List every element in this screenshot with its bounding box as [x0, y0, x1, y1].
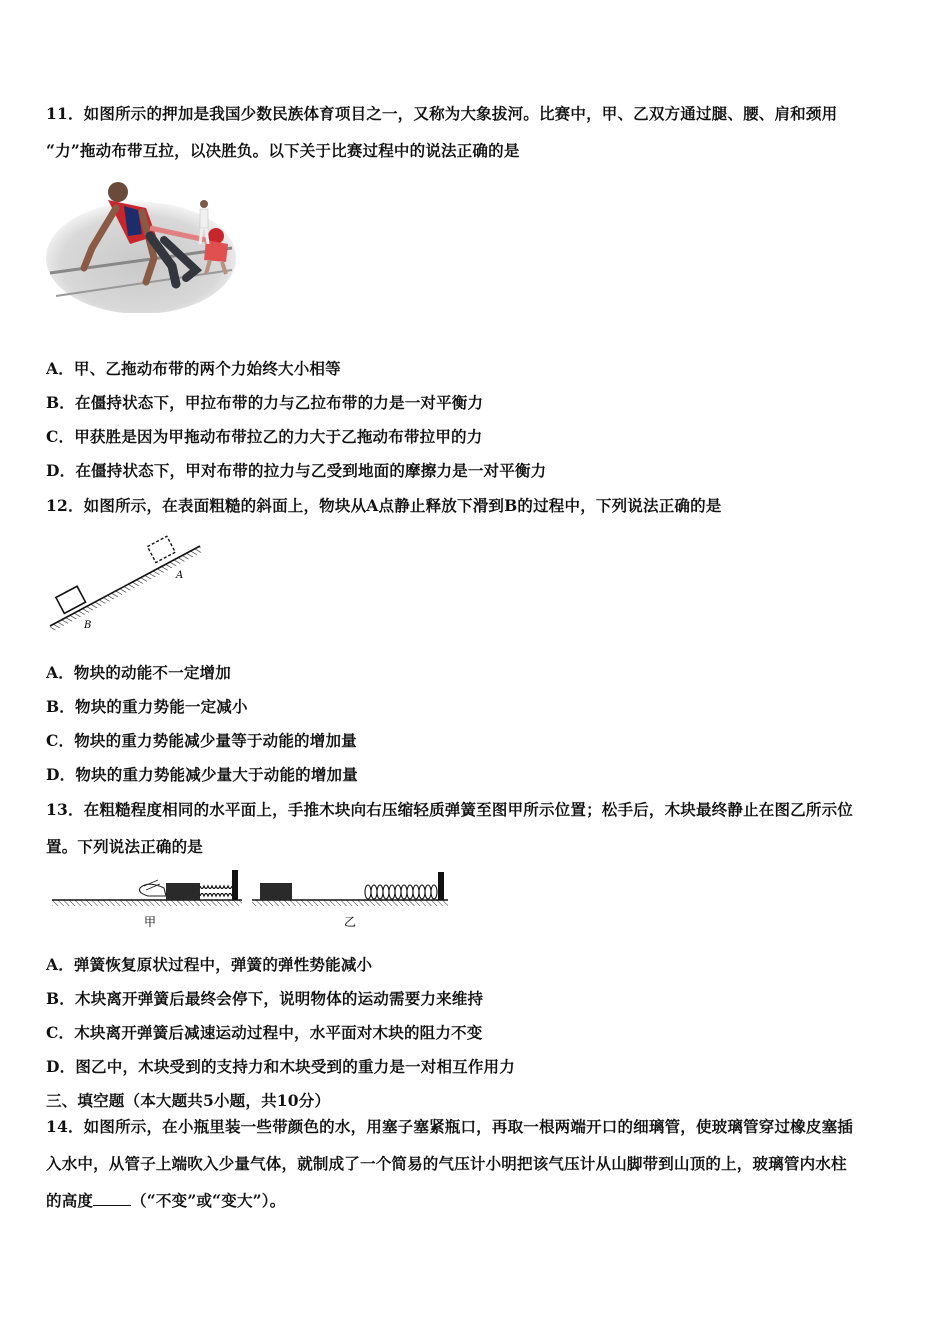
q13-option-b: B．木块离开弹簧后最终会停下，说明物体的运动需要力来维持: [46, 989, 484, 1008]
q13-option-d: D．图乙中，木块受到的支持力和木块受到的重力是一对相互作用力: [46, 1057, 515, 1076]
q14-answer-blank[interactable]: [93, 1191, 131, 1206]
q11-option-d: D．在僵持状态下，甲对布带的拉力与乙受到地面的摩擦力是一对平衡力: [46, 461, 547, 480]
q11-photo-tug-of-war: [46, 178, 236, 313]
q14-stem-line3: [46, 1189, 285, 1211]
q13-figure-spring-block: [46, 866, 454, 932]
q14-stem-line2: 入水中，从管子上端吹入少量气体，就制成了一个简易的气压计小明把该气压计从山脚带到山顶的上，玻璃管内水柱: [46, 1154, 847, 1173]
q12-option-d: D．物块的重力势能减少量大于动能的增加量: [46, 765, 358, 784]
q11-option-c: C．甲获胜是因为甲拖动布带拉乙的力大于乙拖动布带拉甲的力: [46, 427, 483, 446]
q13-option-c: C．木块离开弹簧后减速运动过程中，水平面对木块的阻力不变: [46, 1023, 483, 1042]
q12-label-b: B: [84, 620, 92, 631]
q13-option-a: A．弹簧恢复原状过程中，弹簧的弹性势能减小: [46, 955, 373, 974]
q12-option-b: B．物块的重力势能一定减小: [46, 697, 248, 716]
q12-stem-line1: 12．如图所示，在表面粗糙的斜面上，物块从A点静止释放下滑到B的过程中，下列说法正确的是: [46, 496, 722, 515]
section3-title: 三、填空题（本大题共5小题，共10分）: [46, 1091, 331, 1110]
q11-stem-line1: 11．如图所示的押加是我国少数民族体育项目之一，又称为大象拔河。比赛中，甲、乙双方通过腿、腰、肩和颈用: [46, 104, 838, 123]
q12-label-a: A: [176, 570, 184, 581]
q13-stem-line1: 13．在粗糙程度相同的水平面上，手推木块向右压缩轻质弹簧至图甲所示位置；松手后，木块最终静止在图乙所示位: [46, 800, 853, 819]
q13-label-yi: 乙: [344, 915, 357, 929]
q14-stem-line3-prefix: 的高度: [46, 1191, 94, 1210]
q14-stem-line1: 14．如图所示，在小瓶里装一些带颜色的水，用塞子塞紧瓶口，再取一根两端开口的细璃管，使玻璃管穿过橡皮塞插: [46, 1117, 853, 1136]
q12-option-a: A．物块的动能不一定增加: [46, 663, 231, 682]
q14-stem-line3-suffix: （“不变”或“变大”）。: [131, 1191, 286, 1210]
q12-figure-incline: [46, 528, 206, 634]
q13-label-jia: 甲: [144, 915, 157, 929]
q11-stem-line2: “力”拖动布带互拉，以决胜负。以下关于比赛过程中的说法正确的是: [46, 141, 520, 160]
q11-option-a: A．甲、乙拖动布带的两个力始终大小相等: [46, 359, 341, 378]
q12-option-c: C．物块的重力势能减少量等于动能的增加量: [46, 731, 357, 750]
q11-option-b: B．在僵持状态下，甲拉布带的力与乙拉布带的力是一对平衡力: [46, 393, 484, 412]
q13-stem-line2: 置。下列说法正确的是: [46, 837, 204, 856]
